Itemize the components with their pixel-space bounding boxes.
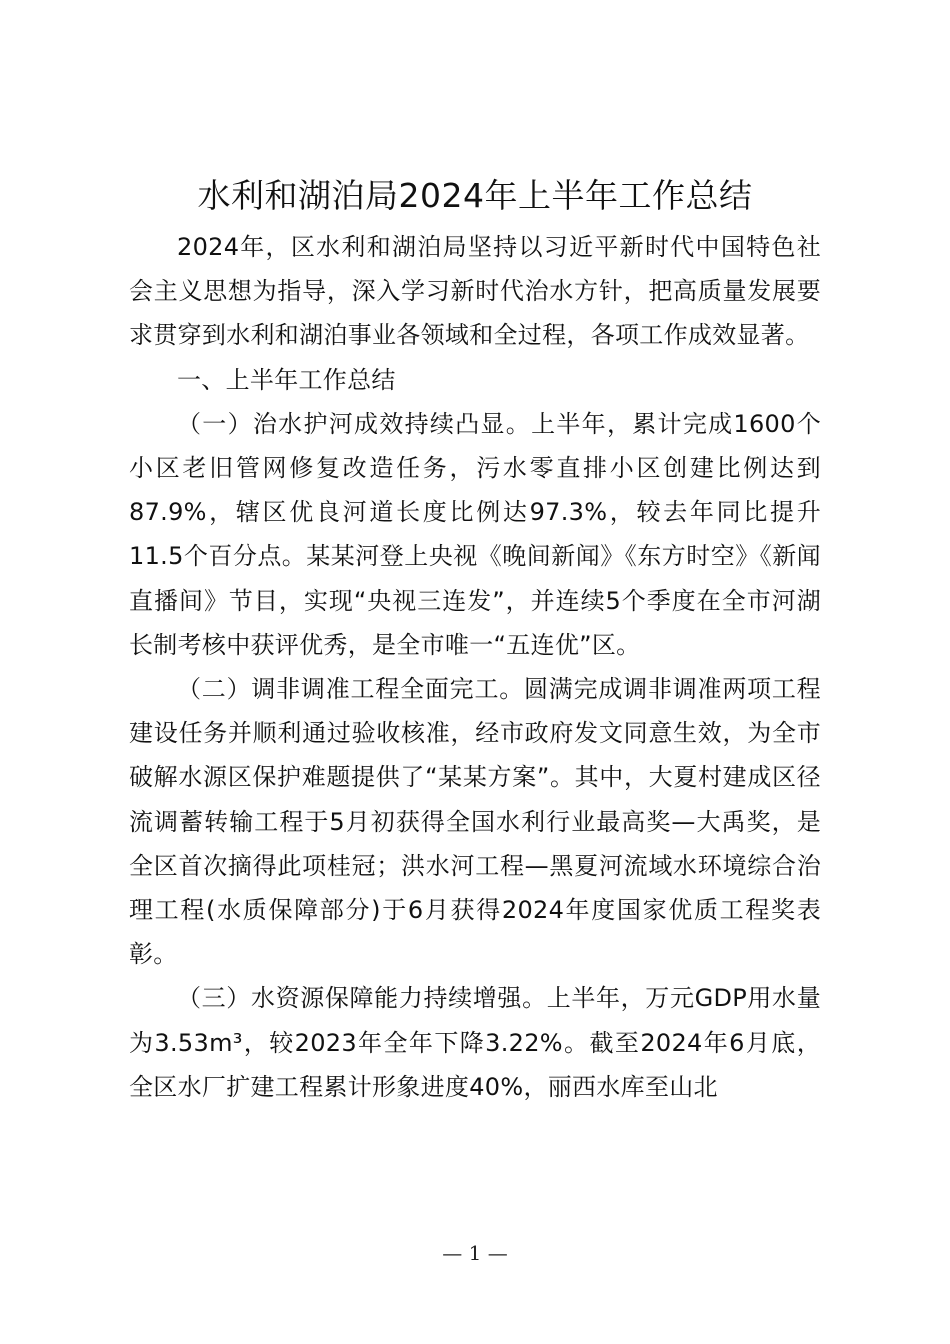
paragraph-river-governance: （一）治水护河成效持续凸显。上半年，累计完成1600个小区老旧管网修复改造任务，污水零直排小区创建比例达到87.9%，辖区优良河道长度比例达97.3%，较去年同比提升11.5个百分点。某某河登上央视《晚间新闻》《东方时空》《新闻直播间》节目，实现“央视三连发”，并连续5个季度在全市河湖长制考核中获评优秀，是全市唯一“五连优”区。 xyxy=(129,409,821,659)
section-heading: 一、上半年工作总结 xyxy=(177,365,396,394)
paragraph-engineering-completion: （二）调非调准工程全面完工。圆满完成调非调准两项工程建设任务并顺利通过验收核准，经市政府发文同意生效，为全市破解水源区保护难题提供了“某某方案”。其中，大夏村建成区径流调蓄转输工程于5月初获得全国水利行业最高奖—大禹奖，是全区首次摘得此项桂冠；洪水河工程—黑夏河流域水环境综合治理工程(水质保障部分)于6月获得2024年度国家优质工程奖表彰。 xyxy=(129,675,821,969)
document-title: 水利和湖泊局2024年上半年工作总结 xyxy=(197,176,753,215)
document-body xyxy=(129,225,821,1109)
intro-paragraph: 2024年，区水利和湖泊局坚持以习近平新时代中国特色社会主义思想为指导，深入学习新时代治水方针，把高质量发展要求贯穿到水利和湖泊事业各领域和全过程，各项工作成效显著。 xyxy=(129,233,821,350)
paragraph-water-resources: （三）水资源保障能力持续增强。上半年，万元GDP用水量为3.53m³，较2023年全年下降3.22%。截至2024年6月底，全区水厂扩建工程累计形象进度40%，丽西水库至山北 xyxy=(129,984,821,1101)
page-number: — 1 — xyxy=(442,1241,508,1265)
